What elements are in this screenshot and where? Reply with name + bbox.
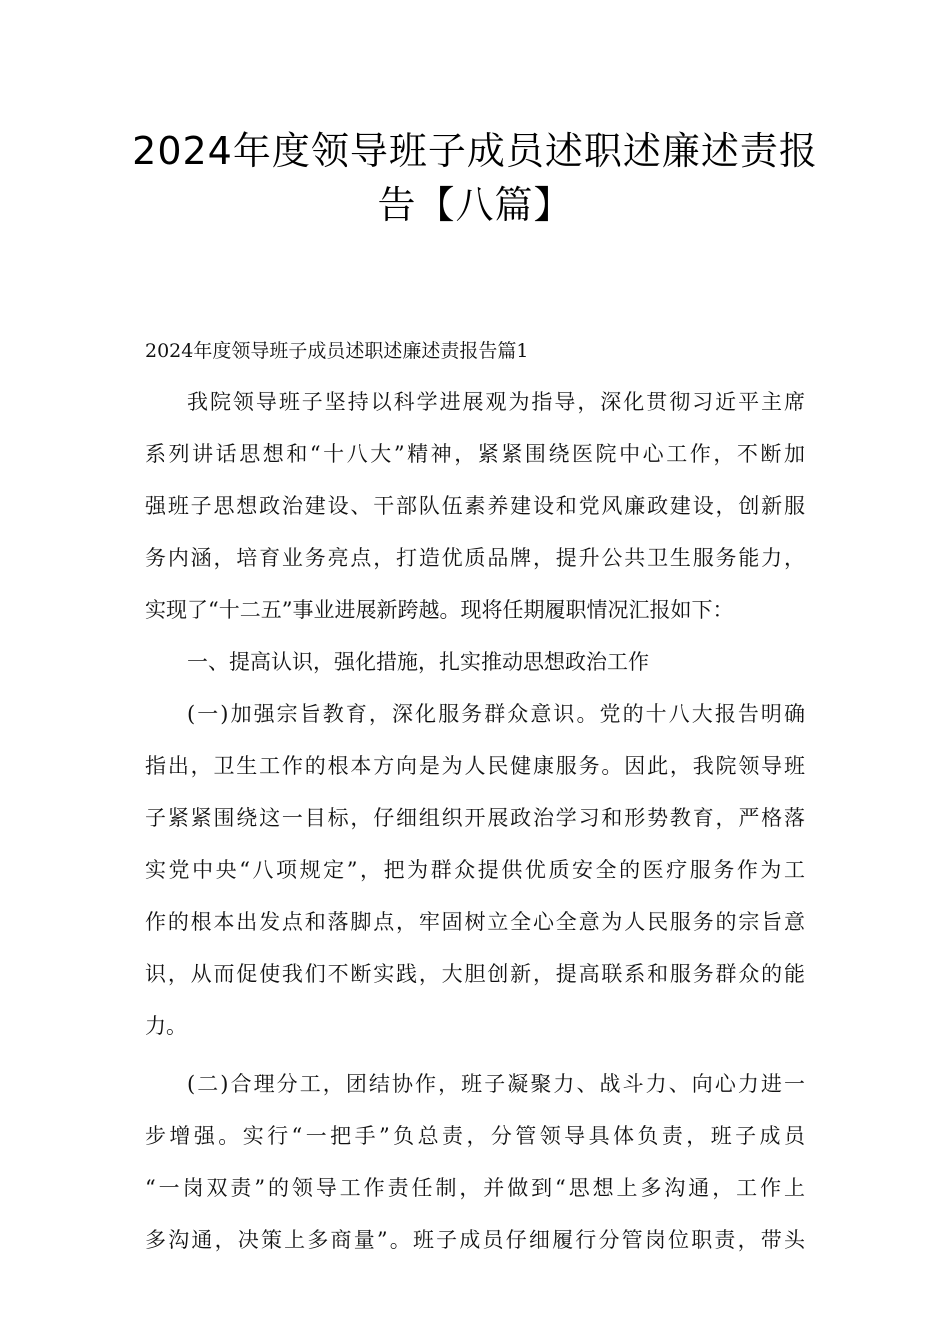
title-line-2: 告【八篇】 [377, 183, 573, 227]
paragraph-line: 作的根本出发点和落脚点，牢固树立全心全意为人民服务的宗旨意 [145, 910, 805, 934]
paragraph-line: 务内涵，培育业务亮点，打造优质品牌，提升公共卫生服务能力， [145, 546, 805, 570]
paragraph-line: 识，从而促使我们不断实践，大胆创新，提高联系和服务群众的能 [145, 962, 805, 986]
paragraph-line: 实党中央“八项规定”，把为群众提供优质安全的医疗服务作为工 [145, 858, 805, 882]
paragraph-line: “一岗双责”的领导工作责任制，并做到“思想上多沟通，工作上 [145, 1176, 805, 1200]
paragraph-line: 系列讲话思想和“十八大”精神，紧紧围绕医院中心工作，不断加 [145, 442, 805, 466]
paragraph-line: 指出，卫生工作的根本方向是为人民健康服务。因此，我院领导班 [145, 754, 805, 778]
title-line-1: 2024年度领导班子成员述职述廉述责报 [132, 129, 818, 173]
section-heading-text: 一、提高认识，强化措施，扎实推动思想政治工作 [187, 650, 649, 674]
paragraph-line: 多沟通，决策上多商量”。班子成员仔细履行分管岗位职责，带头 [145, 1228, 805, 1252]
document-title [120, 124, 830, 232]
paragraph-intro [145, 376, 805, 636]
paragraph-item-1 [145, 688, 805, 1052]
section-subtitle: 2024年度领导班子成员述职述廉述责报告篇1 [145, 340, 529, 362]
paragraph-item-2 [145, 1058, 805, 1266]
section-heading [145, 636, 805, 688]
paragraph-line: 实现了“十二五”事业进展新跨越。现将任期履职情况汇报如下： [145, 598, 734, 622]
paragraph-line: 强班子思想政治建设、干部队伍素养建设和党风廉政建设，创新服 [145, 494, 805, 518]
paragraph-line: 我院领导班子坚持以科学进展观为指导，深化贯彻习近平主席 [187, 390, 805, 414]
paragraph-line: 步增强。实行“一把手”负总责，分管领导具体负责，班子成员 [145, 1124, 805, 1148]
paragraph-line: 子紧紧围绕这一目标，仔细组织开展政治学习和形势教育，严格落 [145, 806, 805, 830]
paragraph-line: 力。 [145, 1014, 187, 1038]
paragraph-line: (二)合理分工，团结协作，班子凝聚力、战斗力、向心力进一 [187, 1072, 805, 1096]
paragraph-line: (一)加强宗旨教育，深化服务群众意识。党的十八大报告明确 [187, 702, 805, 726]
document-body [145, 376, 805, 1266]
